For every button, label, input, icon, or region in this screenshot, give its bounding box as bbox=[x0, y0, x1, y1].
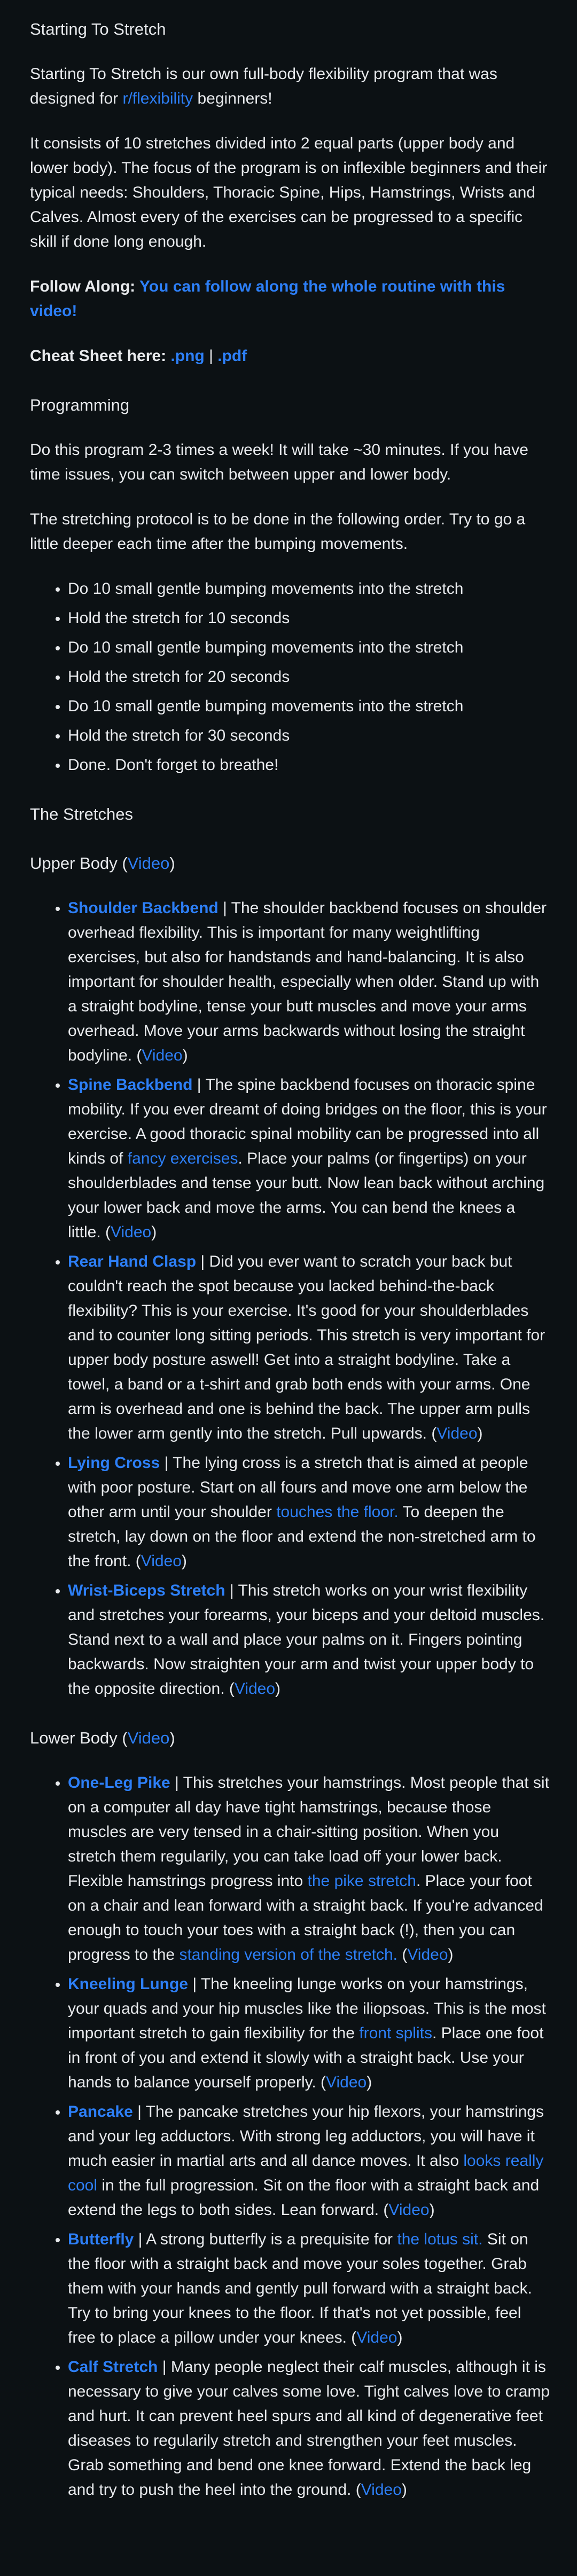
programming-paragraph-2 bbox=[30, 507, 551, 556]
page-title: Starting To Stretch bbox=[30, 20, 166, 38]
inline-link[interactable]: Video bbox=[234, 1680, 276, 1698]
inline-link[interactable]: .png bbox=[170, 347, 205, 365]
inline-link[interactable]: Video bbox=[326, 2074, 367, 2091]
programming-paragraph-1 bbox=[30, 438, 551, 487]
inline-link[interactable]: looks really cool bbox=[68, 2152, 544, 2194]
inline-link[interactable]: Video bbox=[436, 1425, 478, 1442]
text-run: | Did you ever want to scratch your back but couldn't reach the spot because you lacked behind-the-back flexibility? This is your exercise. It's good for your shoulderblades and to counter long sitting periods. This stretch is very important for upper body posture aswell! Get into a straight bodyline. Take a towel, a band or a t-shirt and grab both ends with your arms. One arm is overhead and one is behind the back. The upper arm pulls the lower arm gently into the stretch. Pull upwards. ( bbox=[68, 1253, 545, 1442]
inline-link[interactable]: Calf Stretch bbox=[68, 2358, 158, 2376]
text-run: ) bbox=[181, 1552, 187, 1570]
inline-link[interactable]: Kneeling Lunge bbox=[68, 1975, 188, 1993]
text-run: Starting To Stretch is our own full-body flexibility program that was designed for bbox=[30, 65, 497, 107]
text-run: ) bbox=[429, 2201, 435, 2219]
inline-link[interactable]: fancy exercises bbox=[127, 1150, 238, 1167]
section-heading-programming: Programming bbox=[30, 396, 130, 414]
text-run: The stretching protocol is to be done in the following order. Try to go a little deeper each time after the bumping movements. bbox=[30, 511, 526, 553]
text-run: ) bbox=[401, 2481, 407, 2499]
protocol-list bbox=[30, 577, 551, 777]
text-run: | The pancake stretches your hip flexors, your hamstrings and your leg adductors. With strong leg adductors, you will have it much easier in martial arts and all dance moves. It also bbox=[68, 2103, 544, 2170]
text-run: It consists of 10 stretches divided into 2 equal parts (upper body and lower body). The focus of the program is on inflexible beginners and their typical needs: Shoulders, Thoracic Spine, Hips, Hamstrings, Wrists and Calves. Almost every of the exercises can be progressed to a specific skill if done long enough. bbox=[30, 135, 548, 250]
text-run: Cheat Sheet here: bbox=[30, 347, 171, 365]
follow-along-line bbox=[30, 274, 551, 324]
inline-link[interactable]: Video bbox=[127, 1729, 170, 1747]
inline-link[interactable]: Pancake bbox=[68, 2103, 133, 2121]
text-run: | The spine backbend focuses on thoracic spine mobility. If you ever dreamt of doing bridges on the floor, this is your exercise. A good thoracic spinal mobility can be progressed into all kinds of bbox=[68, 1076, 547, 1167]
inline-link[interactable]: .pdf bbox=[217, 347, 247, 365]
text-run: | A strong butterfly is a prequisite for bbox=[134, 2231, 397, 2248]
inline-link[interactable]: r/flexibility bbox=[122, 90, 193, 107]
text-run: . Place one foot in front of you and extend it slowly with a straight back. Use your hands to balance yourself properly. ( bbox=[68, 2024, 544, 2091]
text-run: Follow Along: bbox=[30, 278, 139, 295]
text-run: Upper Body ( bbox=[30, 854, 128, 873]
list-item bbox=[68, 2355, 551, 2502]
list-item bbox=[68, 753, 551, 777]
list-item bbox=[68, 635, 551, 660]
list-item bbox=[68, 2100, 551, 2222]
inline-link[interactable]: standing version of the stretch. bbox=[179, 1946, 398, 1964]
text-run: Hold the stretch for 20 seconds bbox=[68, 668, 290, 686]
text-run: | The shoulder backbend focuses on shoulder overhead flexibility. This is important for many weightlifting exercises, but also for handstands and hand-balancing. It is also important for shoulder health, especially when older. Stand up with a straight bodyline, tense your butt muscles and move your arms overhead. Move your arms backwards without losing the straight bodyline. ( bbox=[68, 899, 547, 1064]
section-heading-the-stretches: The Stretches bbox=[30, 805, 133, 823]
lower-body-list bbox=[30, 1771, 551, 2502]
text-run: | This stretch works on your wrist flexibility and stretches your forearms, your biceps and your deltoid muscles. Stand next to a wall and place your palms on it. Fingers pointing backwards. Now straighten your arm and twist your upper body to the opposite direction. ( bbox=[68, 1582, 545, 1698]
list-item bbox=[68, 1073, 551, 1245]
list-item bbox=[68, 1250, 551, 1446]
list-item bbox=[68, 665, 551, 689]
inline-link[interactable]: the pike stretch bbox=[307, 1872, 416, 1890]
inline-link[interactable]: touches the floor. bbox=[276, 1503, 399, 1521]
text-run: ) bbox=[169, 1729, 175, 1747]
text-run: To deepen the stretch, lay down on the floor and extend the non-stretched arm to the front. ( bbox=[68, 1503, 536, 1570]
upper-body-list bbox=[30, 896, 551, 1701]
text-run: Do 10 small gentle bumping movements into the stretch bbox=[68, 639, 464, 656]
intro-paragraph-1 bbox=[30, 62, 551, 111]
intro-paragraph-2 bbox=[30, 131, 551, 254]
inline-link[interactable]: Spine Backbend bbox=[68, 1076, 193, 1094]
text-run: Do 10 small gentle bumping movements into the stretch bbox=[68, 580, 464, 598]
inline-link[interactable]: Video bbox=[356, 2329, 397, 2346]
text-run: Done. Don't forget to breathe! bbox=[68, 756, 279, 774]
text-run: ) bbox=[182, 1047, 188, 1064]
inline-link[interactable]: Butterfly bbox=[68, 2231, 134, 2248]
text-run: ) bbox=[275, 1680, 281, 1698]
inline-link[interactable]: Shoulder Backbend bbox=[68, 899, 219, 917]
list-item bbox=[68, 606, 551, 631]
inline-link[interactable]: Video bbox=[111, 1223, 152, 1241]
text-run: | This stretches your hamstrings. Most people that sit on a computer all day have tight hamstrings, because those muscles are very tensed in a chair-sitting position. When you stretch them regularily, you can take load off your lower back. Flexible hamstrings progress into bbox=[68, 1774, 549, 1890]
inline-link[interactable]: Video bbox=[388, 2201, 430, 2219]
inline-link[interactable]: You can follow along the whole routine with this video! bbox=[30, 278, 505, 320]
inline-link[interactable]: Video bbox=[142, 1047, 183, 1064]
inline-link[interactable]: front splits bbox=[359, 2024, 432, 2042]
section-heading-lower-body bbox=[30, 1726, 551, 1750]
text-run: | bbox=[204, 347, 218, 365]
inline-link[interactable]: Lying Cross bbox=[68, 1454, 160, 1472]
inline-link[interactable]: One-Leg Pike bbox=[68, 1774, 170, 1792]
text-run: ) bbox=[448, 1946, 454, 1964]
text-run: . Place your palms (or fingertips) on your shoulderblades and tense your butt. Now lean back without arching your lower back and move the arms. You can bend the knees a little. ( bbox=[68, 1150, 545, 1241]
inline-link[interactable]: Video bbox=[127, 854, 170, 873]
list-item bbox=[68, 694, 551, 719]
list-item bbox=[68, 2227, 551, 2350]
text-run: beginners! bbox=[193, 90, 272, 107]
text-run: | Many people neglect their calf muscles, although it is necessary to give your calves some love. Tight calves love to cramp and hurt. It can prevent heel spurs and all kind of degenerative feet diseases to regularily stretch and strengthen your feet muscles. Grab something and bend one knee forward. Extend the back leg and try to push the heel into the ground. ( bbox=[68, 2358, 550, 2499]
inline-link[interactable]: Video bbox=[141, 1552, 182, 1570]
list-item bbox=[68, 1972, 551, 2095]
text-run: ) bbox=[367, 2074, 372, 2091]
text-run: Do this program 2-3 times a week! It will take ~30 minutes. If you have time issues, you can switch between upper and lower body. bbox=[30, 441, 528, 483]
text-run: ( bbox=[397, 1946, 408, 1964]
text-run: Hold the stretch for 30 seconds bbox=[68, 727, 290, 744]
cheat-sheet-line bbox=[30, 344, 551, 368]
list-item bbox=[68, 896, 551, 1068]
inline-link[interactable]: Wrist-Biceps Stretch bbox=[68, 1582, 225, 1599]
text-run: ) bbox=[477, 1425, 483, 1442]
section-heading-upper-body bbox=[30, 851, 551, 876]
text-run: | The kneeling lunge works on your hamstrings, your quads and your hip muscles like the iliopsoas. This is the most important stretch to gain flexibility for the bbox=[68, 1975, 546, 2042]
inline-link[interactable]: Video bbox=[361, 2481, 402, 2499]
text-run: ) bbox=[397, 2329, 403, 2346]
list-item bbox=[68, 724, 551, 748]
inline-link[interactable]: the lotus sit. bbox=[397, 2231, 483, 2248]
text-run: in the full progression. Sit on the floor with a straight back and extend the legs to both sides. Lean forward. ( bbox=[68, 2177, 540, 2219]
text-run: Hold the stretch for 10 seconds bbox=[68, 609, 290, 627]
list-item bbox=[68, 1451, 551, 1574]
text-run: Sit on the floor with a straight back and move your soles together. Grab them with your hands and gently pull forward with a straight back. Try to bring your knees to the floor. If that's not yet possible, feel free to place a pillow under your knees. ( bbox=[68, 2231, 532, 2346]
text-run: Lower Body ( bbox=[30, 1729, 128, 1747]
list-item bbox=[68, 1771, 551, 1967]
list-item bbox=[68, 577, 551, 601]
list-item bbox=[68, 1578, 551, 1701]
text-run: ) bbox=[151, 1223, 157, 1241]
text-run: ) bbox=[169, 854, 175, 873]
inline-link[interactable]: Video bbox=[407, 1946, 448, 1964]
text-run: Do 10 small gentle bumping movements into the stretch bbox=[68, 697, 464, 715]
text-run: . Place your foot on a chair and lean forward with a straight back. If you're advanced enough to touch your toes with a straight back (!), then you can progress to the bbox=[68, 1872, 543, 1964]
text-run: | The lying cross is a stretch that is aimed at people with poor posture. Start on all fours and move one arm below the other arm until your shoulder bbox=[68, 1454, 528, 1521]
inline-link[interactable]: Rear Hand Clasp bbox=[68, 1253, 197, 1270]
